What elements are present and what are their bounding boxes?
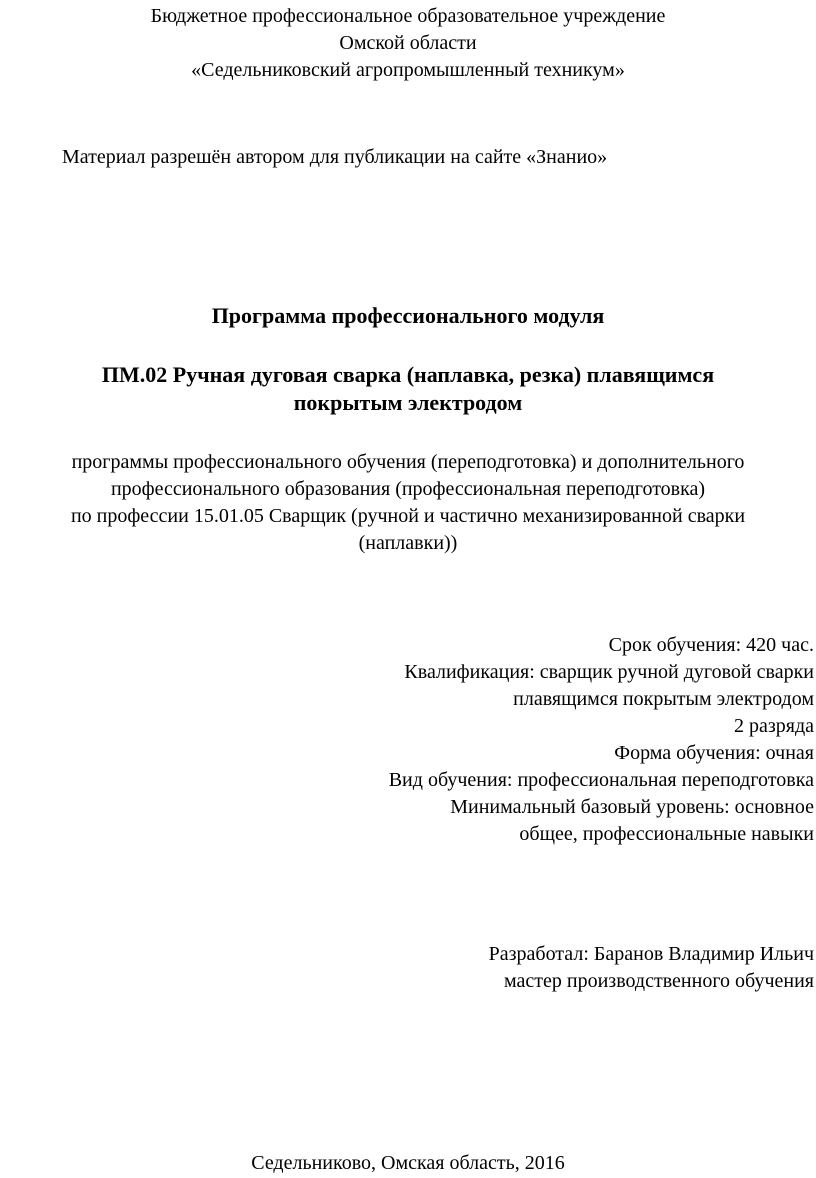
program-line-2: профессионального образования (профессиональная переподготовка) xyxy=(110,478,706,500)
study-form-text: Форма обучения: очная xyxy=(614,742,814,764)
duration-text: Срок обучения: 420 час. xyxy=(608,634,814,656)
permission-note: Материал разрешён автором для публикации на сайте «Знанио» xyxy=(62,146,608,168)
institution-line-3: «Седельниковский агропромышленный техникум» xyxy=(191,59,625,81)
qualification-line-2: плавящимся покрытым электродом xyxy=(513,688,814,710)
institution-line-1: Бюджетное профессиональное образовательное учреждение xyxy=(150,5,666,27)
program-line-3: по профессии 15.01.05 Сварщик (ручной и частично механизированной сварки xyxy=(70,505,746,527)
study-type-text: Вид обучения: профессиональная переподготовка xyxy=(388,769,814,791)
page-title: Программа профессионального модуля xyxy=(211,303,605,328)
program-line-1: программы профессионального обучения (переподготовка) и дополнительного xyxy=(71,451,745,473)
module-title-line-2: покрытым электродом xyxy=(293,390,523,415)
min-level-line-1: Минимальный базовый уровень: основное xyxy=(450,796,814,818)
qualification-line-1: Квалификация: сварщик ручной дуговой сварки xyxy=(404,661,814,683)
developer-name: Разработал: Баранов Владимир Ильич xyxy=(488,943,814,965)
module-title-line-1: ПМ.02 Ручная дуговая сварка (наплавка, резка) плавящимся xyxy=(101,362,715,387)
qualification-line-3: 2 разряда xyxy=(733,715,814,737)
institution-line-2: Омской области xyxy=(339,32,477,54)
place-year-footer: Седельниково, Омская область, 2016 xyxy=(251,1152,565,1174)
program-line-4: (наплавки)) xyxy=(358,532,458,554)
developer-position: мастер производственного обучения xyxy=(504,970,814,992)
min-level-line-2: общее, профессиональные навыки xyxy=(519,823,814,845)
